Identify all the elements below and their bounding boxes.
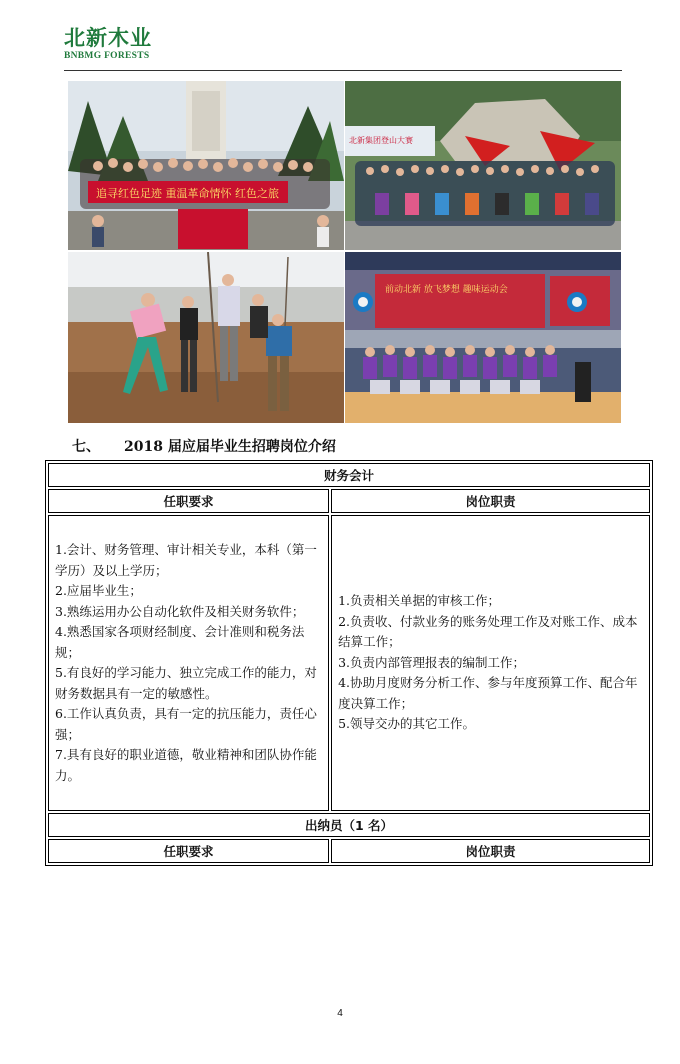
job1-requirements-header: 任职要求 (48, 489, 329, 513)
section-heading (72, 436, 336, 456)
page-number: 4 (337, 1008, 343, 1019)
requirement-item: 3.熟练运用办公自动化软件及相关财务软件； (55, 603, 305, 619)
job1-duties-cell (331, 515, 650, 811)
photo2-banner-text: 北新集团登山大赛 (349, 136, 413, 145)
job1-title-row (48, 463, 650, 487)
duty-item: 2.负责收、付款业务的账务处理工作及对账工作、成本结算工作； (338, 613, 638, 650)
section-number: 七、 (72, 439, 100, 455)
photo4-banner-text: 前动北新 放飞梦想 趣味运动会 (385, 285, 508, 295)
job2-header-row (48, 839, 650, 863)
photo-mountain-climbing-group (345, 81, 621, 250)
duty-item: 4.协助月度财务分析工作、参与年度预算工作、配合年度决算工作； (338, 675, 638, 711)
job1-requirements-cell (48, 515, 329, 811)
job-positions-table (45, 460, 653, 866)
logo-chinese-name: 北新木业 (64, 26, 152, 50)
job2-requirements-header: 任职要求 (48, 839, 329, 863)
duty-item: 5.领导交办的其它工作。 (338, 716, 475, 732)
duty-item: 1.负责相关单据的审核工作； (338, 593, 500, 609)
requirement-item: 5.有良好的学习能力、独立完成工作的能力，对财务数据具有一定的敏感性。 (55, 665, 317, 701)
job1-body-row (48, 515, 650, 811)
job2-title-row (48, 813, 650, 837)
requirement-item: 6.工作认真负责，具有一定的抗压能力，责任心强； (55, 706, 317, 742)
duty-item: 3.负责内部管理报表的编制工作； (338, 654, 525, 670)
photo-red-tour-group (68, 81, 344, 250)
requirement-item: 1.会计、财务管理、审计相关专业，本科（第一学历）及以上学历； (55, 542, 317, 578)
job1-duties-header: 岗位职责 (331, 489, 650, 513)
logo-english-name: BNBMG FORESTS (64, 51, 150, 61)
company-logo (64, 26, 152, 61)
section-title: 2018 届应届毕业生招聘岗位介绍 (124, 439, 336, 455)
job2-duties-header: 岗位职责 (331, 839, 650, 863)
requirement-item: 4.熟悉国家各项财经制度、会计准则和税务法规； (55, 624, 305, 660)
photo-sports-day-group (345, 252, 621, 423)
requirement-item: 2.应届毕业生； (55, 583, 142, 598)
job1-header-row (48, 489, 650, 513)
photo-tree-planting-group (68, 252, 344, 423)
job1-title: 财务会计 (48, 463, 650, 487)
requirement-item: 7.具有良好的职业道德，敬业精神和团队协作能力。 (55, 747, 317, 783)
job2-title: 出纳员（1 名） (48, 813, 650, 837)
header-divider (64, 70, 622, 71)
photo1-banner-text: 追寻红色足迹 重温革命情怀 红色之旅 (96, 187, 279, 200)
